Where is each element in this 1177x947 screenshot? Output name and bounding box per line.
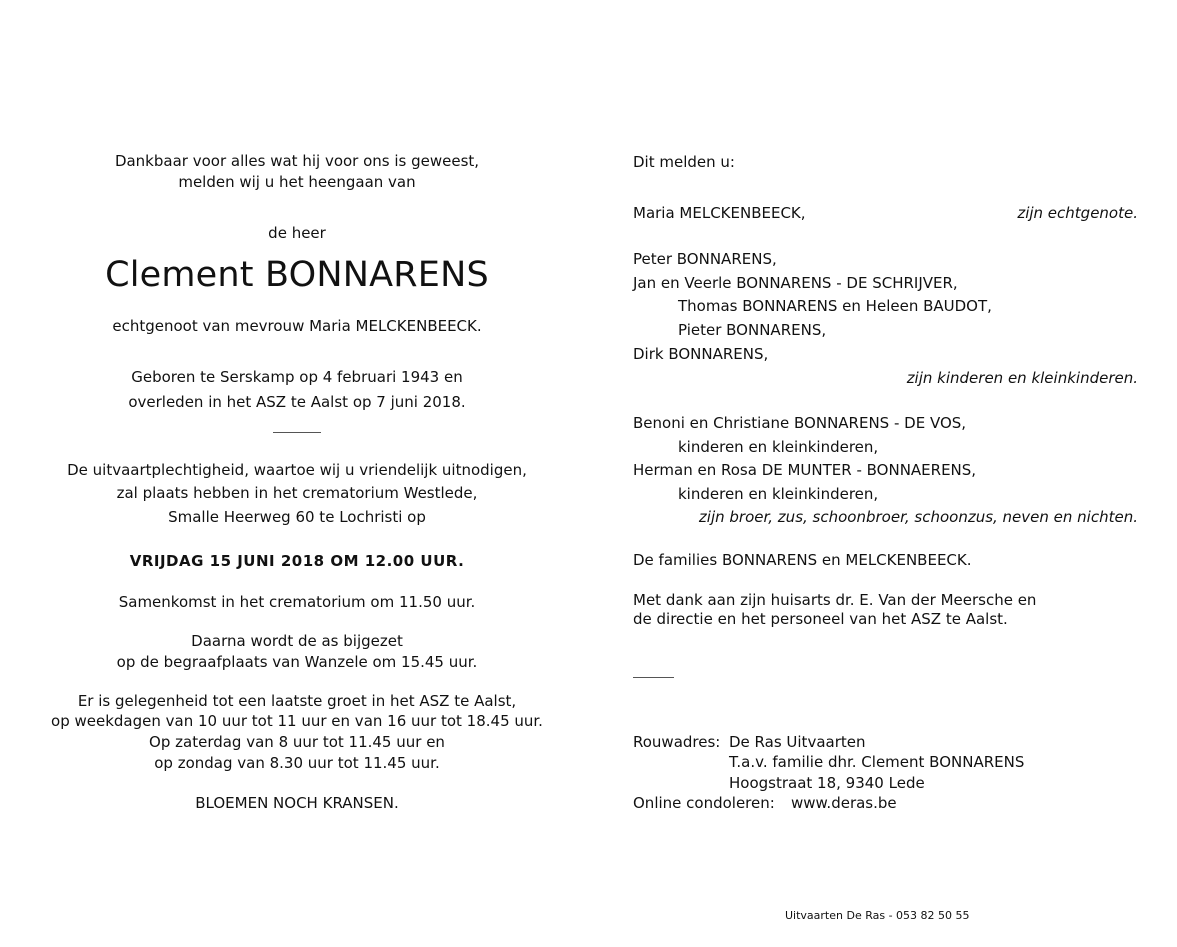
right-separator (633, 677, 674, 678)
right-column (633, 0, 1138, 947)
left-separator (273, 432, 321, 433)
sibling-1: Benoni en Christiane BONNARENS - DE VOS, (633, 414, 967, 432)
intro-line-2: melden wij u het heengaan van (178, 173, 416, 191)
burial-line-2: op de begraafplaats van Wanzele om 15.45 uur. (116, 653, 478, 671)
burial-line-1: Daarna wordt de as bijgezet (191, 632, 403, 650)
visit-line-3: Op zaterdag van 8 uur tot 11.45 uur en (149, 733, 445, 751)
sibling-2: Herman en Rosa DE MUNTER - BONNAERENS, (633, 461, 977, 479)
child-3: Dirk BONNARENS, (633, 345, 769, 363)
families-line: De families BONNARENS en MELCKENBEECK. (633, 551, 972, 569)
wife-role: zijn echtgenote. (1017, 204, 1138, 222)
announce-line: Dit melden u: (633, 153, 735, 171)
online-label: Online condoleren: (633, 794, 775, 812)
child-2: Jan en Veerle BONNARENS - DE SCHRIJVER, (633, 274, 958, 292)
child-1: Peter BONNARENS, (633, 250, 777, 268)
honorific: de heer (268, 224, 326, 242)
sibling-2-sub: kinderen en kleinkinderen, (678, 485, 879, 503)
grandchild-2: Pieter BONNARENS, (678, 321, 827, 339)
gathering-line: Samenkomst in het crematorium om 11.50 uur. (118, 593, 476, 611)
address-line-2: T.a.v. familie dhr. Clement BONNARENS (729, 753, 1025, 771)
sibling-1-sub: kinderen en kleinkinderen, (678, 438, 879, 456)
death-line: overleden in het ASZ te Aalst op 7 juni 2018. (128, 393, 466, 411)
visit-line-4: op zondag van 8.30 uur tot 11.45 uur. (154, 754, 440, 772)
address-line-1: De Ras Uitvaarten (729, 733, 866, 751)
ceremony-line-2: zal plaats hebben in het crematorium Westlede, (116, 484, 478, 502)
siblings-role: zijn broer, zus, schoonbroer, schoonzus, neven en nichten. (698, 508, 1138, 526)
flowers-line: BLOEMEN NOCH KRANSEN. (195, 794, 399, 812)
intro-line-1: Dankbaar voor alles wat hij voor ons is geweest, (114, 152, 480, 170)
children-role: zijn kinderen en kleinkinderen. (906, 369, 1138, 387)
birth-line: Geboren te Serskamp op 4 februari 1943 en (131, 368, 463, 386)
ceremony-line-3: Smalle Heerweg 60 te Lochristi op (168, 508, 426, 526)
grandchild-1: Thomas BONNARENS en Heleen BAUDOT, (678, 297, 992, 315)
address-label: Rouwadres: (633, 733, 721, 751)
deceased-name: Clement BONNARENS (105, 255, 489, 295)
address-line-3: Hoogstraat 18, 9340 Lede (729, 774, 925, 792)
ceremony-line-1: De uitvaartplechtigheid, waartoe wij u vriendelijk uitnodigen, (67, 461, 527, 479)
ceremony-date-time: VRIJDAG 15 JUNI 2018 OM 12.00 UUR. (129, 552, 465, 570)
left-column (27, 0, 567, 947)
wife-name: Maria MELCKENBEECK, (633, 204, 806, 222)
visit-line-1: Er is gelegenheid tot een laatste groet in het ASZ te Aalst, (77, 692, 517, 710)
spouse-line: echtgenoot van mevrouw Maria MELCKENBEECK. (112, 317, 482, 335)
online-url-link[interactable]: www.deras.be (791, 794, 897, 812)
visit-line-2: op weekdagen van 10 uur tot 11 uur en van 16 uur tot 18.45 uur. (51, 712, 543, 730)
footer-funeral-home: Uitvaarten De Ras - 053 82 50 55 (785, 909, 970, 922)
thanks-line-2: de directie en het personeel van het ASZ te Aalst. (633, 610, 1008, 628)
thanks-line-1: Met dank aan zijn huisarts dr. E. Van der Meersche en (633, 591, 1037, 609)
